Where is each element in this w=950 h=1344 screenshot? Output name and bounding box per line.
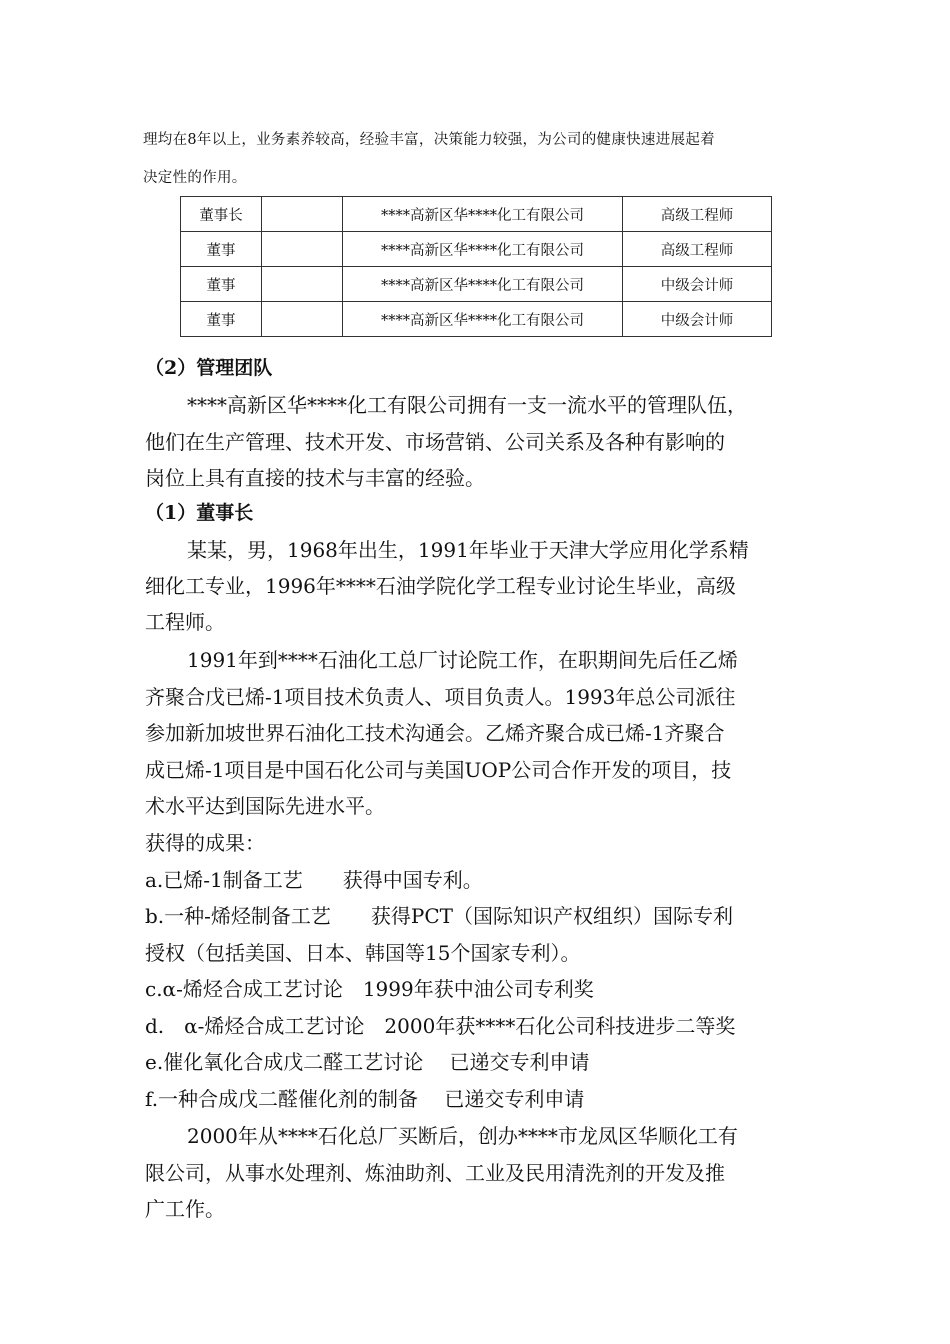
- chairman-bio-line: 工程师。: [145, 610, 225, 634]
- achievement-item: a.已烯-1制备工艺 获得中国专利。: [145, 868, 483, 892]
- table-cell-title: 董事长: [181, 197, 262, 232]
- table-cell-company: ****高新区华****化工有限公司: [343, 267, 623, 302]
- achievement-item: 授权（包括美国、日本、韩国等15个国家专利）。: [145, 941, 581, 965]
- table-cell-rank: 中级会计师: [623, 302, 772, 337]
- intro-line-2: 决定性的作用。: [143, 170, 247, 186]
- achievement-item: e.催化氧化合成戊二醛工艺讨论 已递交专利申请: [145, 1050, 590, 1074]
- intro-line-1: 理均在8年以上，业务素养较高，经验丰富，决策能力较强，为公司的健康快速进展起着: [143, 132, 715, 148]
- achievement-item: f.一种合成戊二醛催化剂的制备 已递交专利申请: [145, 1087, 585, 1111]
- table-cell-name: [262, 197, 343, 232]
- table-cell-company: ****高新区华****化工有限公司: [343, 232, 623, 267]
- table-cell-rank: 中级会计师: [623, 267, 772, 302]
- achievement-item: d. α-烯烃合成工艺讨论 2000年获****石化公司科技进步二等奖: [145, 1014, 736, 1038]
- achievement-item: c.α-烯烃合成工艺讨论 1999年获中油公司专利奖: [145, 977, 594, 1001]
- chairman-career-line: 1991年到****石油化工总厂讨论院工作，在职期间先后任乙烯: [187, 648, 738, 672]
- management-text-line: ****高新区华****化工有限公司拥有一支一流水平的管理队伍，: [187, 393, 747, 417]
- table-cell-title: 董事: [181, 302, 262, 337]
- achievement-item: b.一种-烯烃制备工艺 获得PCT（国际知识产权组织）国际专利: [145, 904, 734, 928]
- section-heading-chairman: （1）董事长: [145, 502, 254, 524]
- table-cell-title: 董事: [181, 267, 262, 302]
- chairman-bio-line: 某某，男，1968年出生，1991年毕业于天津大学应用化学系精: [187, 538, 749, 562]
- board-members-table: [180, 196, 772, 337]
- chairman-career-line: 参加新加坡世界石油化工技术沟通会。乙烯齐聚合成已烯-1齐聚合: [145, 721, 725, 745]
- management-text-line: 岗位上具有直接的技术与丰富的经验。: [145, 466, 485, 490]
- achievements-label: 获得的成果：: [145, 831, 265, 855]
- table-cell-name: [262, 302, 343, 337]
- table-cell-company: ****高新区华****化工有限公司: [343, 302, 623, 337]
- table-row: [181, 302, 772, 337]
- table-row: [181, 267, 772, 302]
- chairman-business-line: 广工作。: [145, 1197, 225, 1221]
- table-cell-rank: 高级工程师: [623, 197, 772, 232]
- table-row: [181, 232, 772, 267]
- table-cell-name: [262, 267, 343, 302]
- chairman-bio-line: 细化工专业，1996年****石油学院化学工程专业讨论生毕业，高级: [145, 574, 736, 598]
- table-cell-company: ****高新区华****化工有限公司: [343, 197, 623, 232]
- section-heading-management-team: （2）管理团队: [145, 357, 273, 379]
- table-cell-name: [262, 232, 343, 267]
- chairman-career-line: 成已烯-1项目是中国石化公司与美国UOP公司合作开发的项目，技: [145, 758, 732, 782]
- chairman-business-line: 2000年从****石化总厂买断后，创办****市龙凤区华顺化工有: [187, 1124, 738, 1148]
- chairman-business-line: 限公司，从事水处理剂、炼油助剂、工业及民用清洗剂的开发及推: [145, 1161, 725, 1185]
- table-row: [181, 197, 772, 232]
- chairman-career-line: 齐聚合戊已烯-1项目技术负责人、项目负责人。1993年总公司派往: [145, 685, 736, 709]
- chairman-career-line: 术水平达到国际先进水平。: [145, 794, 385, 818]
- management-text-line: 他们在生产管理、技术开发、市场营销、公司关系及各种有影响的: [145, 430, 725, 454]
- table-cell-title: 董事: [181, 232, 262, 267]
- table-cell-rank: 高级工程师: [623, 232, 772, 267]
